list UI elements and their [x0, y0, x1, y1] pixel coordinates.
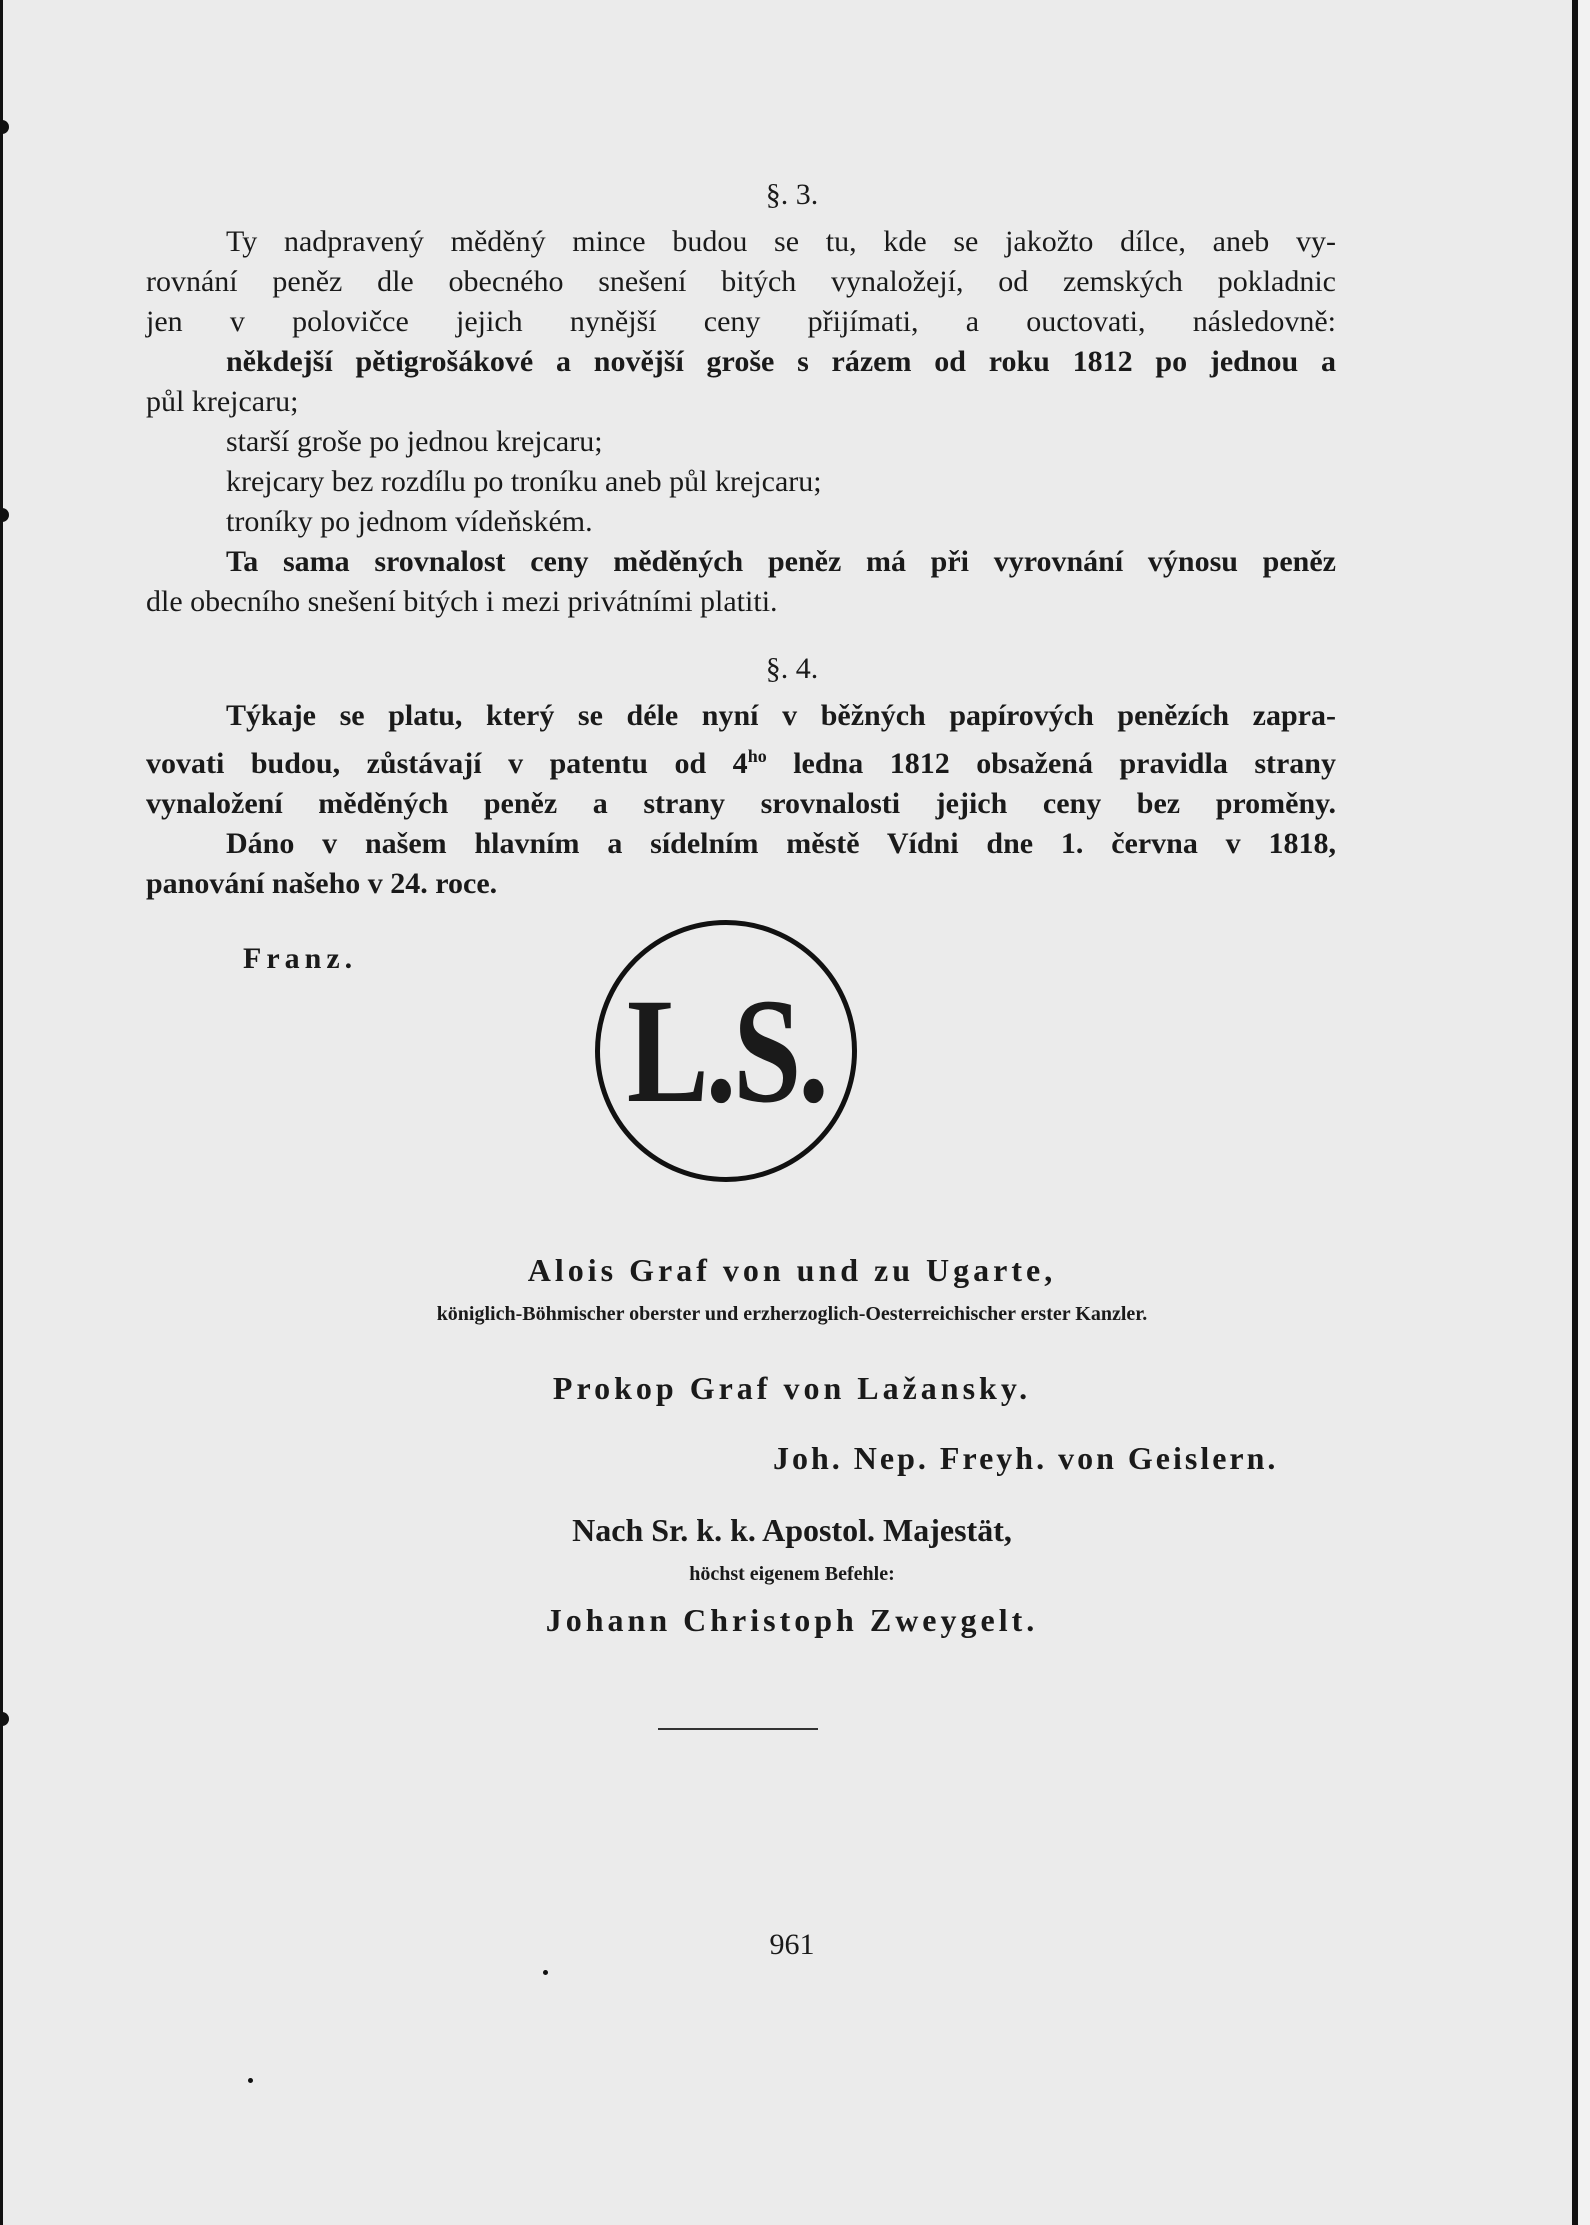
- section-3-line: krejcary bez rozdílu po troníku aneb půl krejcaru;: [226, 465, 822, 498]
- section-3-line: Ty nadpravený měděný mince budou se tu, kde se jakožto dílce, aneb vy-: [226, 225, 1336, 258]
- seal-text: L.S.: [626, 968, 826, 1134]
- section-3-line: půl krejcaru;: [146, 385, 299, 418]
- seal: [595, 920, 857, 1182]
- section-3-line: dle obecního snešení bitých i mezi privátními platiti.: [146, 585, 778, 618]
- section-4-heading: §. 4.: [765, 652, 819, 685]
- ink-speck: [543, 1970, 548, 1975]
- divider-rule: [658, 1728, 818, 1730]
- section-4-line: vynaložení měděných peněz a strany srovnalosti jejich ceny bez proměny.: [146, 787, 1336, 820]
- secretary-signature: Johann Christoph Zweygelt.: [545, 1602, 1039, 1638]
- section-3-line: někdejší pětigrošákové a novější groše s rázem od roku 1812 po jednou a: [226, 345, 1336, 378]
- emperor-signature: Franz.: [243, 942, 358, 975]
- ink-speck: [248, 2078, 253, 2083]
- page-number: 961: [769, 1928, 815, 1961]
- section-3: [3, 0, 1581, 640]
- chancellor-name: Alois Graf von und zu Ugarte,: [527, 1252, 1057, 1288]
- third-signature: Joh. Nep. Freyh. von Geislern.: [773, 1440, 1279, 1476]
- section-4-line: panování našeho v 24. roce.: [146, 867, 498, 900]
- section-4-line: Dáno v našem hlavním a sídelním městě Vídni dne 1. června v 1818,: [226, 827, 1336, 860]
- section-3-heading: §. 3.: [765, 178, 819, 211]
- section-3-line: troníky po jednom vídeňském.: [226, 505, 593, 538]
- section-3-line: starší groše po jednou krejcaru;: [226, 425, 603, 458]
- second-signature: Prokop Graf von Lažansky.: [552, 1370, 1032, 1406]
- section-4-line: vovati budou, zůstávají v patentu od $4^{ho}$ ledna 1812 obsažená pravidla strany: [146, 746, 1336, 780]
- by-order-line: Nach Sr. k. k. Apostol. Majestät,: [572, 1512, 1012, 1548]
- section-3-line: jen v polovičce jejich nynější ceny přijímati, a ouctovati, následovně:: [146, 305, 1336, 338]
- section-4-line: Týkaje se platu, který se déle nyní v běžných papírových penězích zapra-: [226, 699, 1336, 732]
- binding-hole: [0, 1712, 9, 1726]
- by-order-sub: höchst eigenem Befehle:: [689, 1563, 895, 1585]
- chancellor-title: königlich-Böhmischer oberster und erzherzoglich-Oesterreichischer erster Kanzler.: [436, 1303, 1148, 1325]
- section-4: [3, 640, 1581, 900]
- section-3-line: Ta sama srovnalost ceny měděných peněz má při vyrovnání výnosu peněz: [226, 545, 1336, 578]
- section-3-line: rovnání peněz dle obecného snešení bitých vynaložejí, od zemských pokladnic: [146, 265, 1336, 298]
